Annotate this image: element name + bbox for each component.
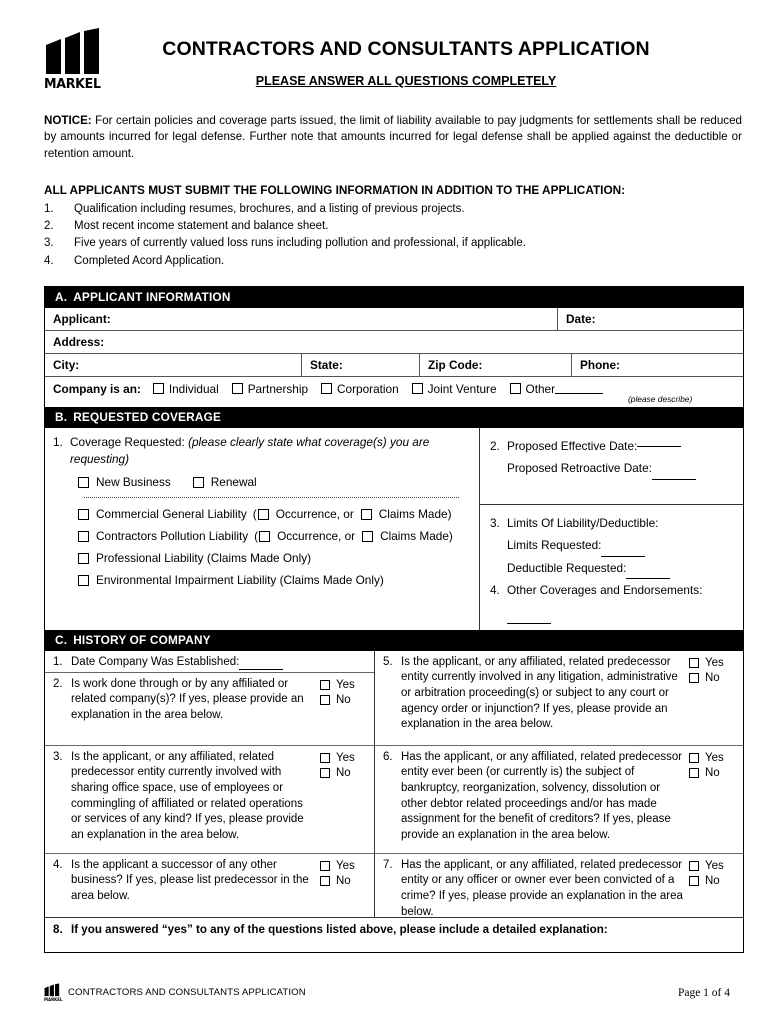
company-type-partnership-label: Partnership	[247, 381, 309, 396]
markel-logo-bars-icon	[44, 983, 60, 997]
proposed-dates-block	[480, 428, 743, 504]
page-subtitle: PLEASE ANSWER ALL QUESTIONS COMPLETELY	[255, 74, 557, 88]
checkbox-icon[interactable]	[320, 876, 330, 886]
checkbox-icon[interactable]	[78, 575, 89, 586]
proposed-retroactive-date-row	[490, 457, 735, 479]
checkbox-icon[interactable]	[362, 531, 373, 542]
question-text: Is the applicant, or any affiliated, related predecessor entity currently involved with sharing office space, use of employees or commingling of affiliated or related operations or services of any kind? If yes, please provide an explanation in the area below.	[71, 750, 304, 841]
company-type-joint-venture[interactable]	[412, 382, 497, 396]
coverage-requested-block	[45, 428, 479, 630]
new-business-label: New Business	[96, 475, 171, 490]
list-item-number: 2.	[44, 220, 54, 233]
company-type-joint-venture-label: Joint Venture	[427, 381, 497, 396]
yes-label: Yes	[705, 751, 724, 764]
coverage-cpl-occurrence-label: Occurrence, or	[277, 529, 356, 544]
coverage-requested-hint: (please clearly state what coverage(s) you are requesting)	[70, 434, 430, 466]
section-b-body	[45, 428, 743, 630]
checkbox-icon[interactable]	[320, 768, 330, 778]
section-a-letter: A.	[55, 289, 68, 304]
section-c-left-column	[45, 651, 375, 917]
page-title: CONTRACTORS AND CONSULTANTS APPLICATION	[162, 38, 650, 60]
list-item-text: Five years of currently valued loss runs including pollution and professional, if applicable.	[74, 237, 526, 250]
deductible-requested-input[interactable]	[626, 567, 670, 579]
coverage-cgl-occurrence-label: Occurrence, or	[275, 507, 354, 522]
notice-label: NOTICE:	[44, 114, 92, 127]
company-type-corporation[interactable]	[321, 382, 399, 396]
limits-of-liability-row	[490, 512, 735, 534]
checkbox-icon[interactable]	[320, 680, 330, 690]
question-row	[45, 672, 374, 745]
date-established-input[interactable]	[239, 658, 283, 670]
city-field[interactable]: City:	[53, 357, 80, 372]
question-row	[375, 745, 743, 853]
list-item-number: 1.	[44, 202, 54, 215]
checkbox-icon[interactable]	[412, 383, 423, 394]
limits-block	[480, 504, 743, 630]
other-coverages-input-row	[490, 601, 735, 623]
checkbox-icon[interactable]	[689, 876, 699, 886]
checkbox-icon[interactable]	[78, 477, 89, 488]
no-label: No	[705, 766, 720, 779]
checkbox-icon[interactable]	[689, 673, 699, 683]
requirements-block	[44, 182, 742, 270]
footer-logo-wordmark: MARKEL	[44, 997, 63, 1002]
no-label: No	[705, 874, 720, 887]
section-b-letter: B.	[55, 409, 68, 424]
question-text: Is the applicant a successor of any other business? If yes, please list predecessor in the area below.	[71, 858, 309, 902]
question-number: 4.	[53, 858, 63, 871]
proposed-effective-date-input[interactable]	[637, 435, 681, 447]
coverage-cpl-row[interactable]	[78, 529, 471, 543]
question-row	[375, 853, 743, 917]
please-describe-hint: (please describe)	[628, 393, 693, 404]
yes-option[interactable]	[320, 678, 370, 693]
no-label: No	[336, 766, 351, 779]
question-number: 5.	[383, 655, 393, 668]
list-item-text: Completed Acord Application.	[74, 254, 225, 267]
yes-label: Yes	[705, 859, 724, 872]
yes-option[interactable]	[320, 859, 370, 874]
question-text	[70, 434, 471, 468]
coverage-status-row	[78, 475, 471, 489]
proposed-retroactive-date-input[interactable]	[652, 468, 696, 480]
yes-label: Yes	[705, 656, 724, 669]
checkbox-icon[interactable]	[232, 383, 243, 394]
yes-option[interactable]	[689, 751, 739, 766]
yes-option[interactable]	[320, 751, 370, 766]
company-type-partnership[interactable]	[232, 382, 308, 396]
coverage-environmental-label: Environmental Impairment Liability (Claims Made Only)	[96, 573, 384, 588]
coverage-cpl-suboptions	[254, 529, 453, 543]
checkbox-icon[interactable]	[320, 861, 330, 871]
other-coverages-row	[490, 579, 735, 601]
yes-no-group	[320, 750, 370, 848]
phone-field[interactable]: Phone:	[571, 354, 743, 376]
list-item	[44, 201, 742, 218]
detailed-explanation-row[interactable]	[45, 917, 743, 953]
header-title-block	[106, 26, 746, 88]
dotted-divider	[84, 497, 459, 498]
question-row	[45, 853, 374, 917]
section-c-right-column	[375, 651, 743, 917]
no-option[interactable]	[689, 671, 739, 686]
coverage-requested-label: Coverage Requested:	[70, 434, 185, 449]
checkbox-icon[interactable]	[321, 383, 332, 394]
checkbox-icon[interactable]	[320, 753, 330, 763]
company-type-other-input[interactable]	[555, 383, 603, 394]
coverage-requested-question	[53, 434, 471, 468]
no-option[interactable]	[320, 693, 370, 708]
section-c-title: HISTORY OF COMPANY	[73, 632, 211, 647]
yes-label: Yes	[336, 751, 355, 764]
section-b-title: REQUESTED COVERAGE	[73, 409, 222, 424]
list-item	[44, 218, 742, 235]
address-row	[45, 330, 743, 353]
other-coverages-label: Other Coverages and Endorsements:	[507, 582, 703, 597]
checkbox-icon[interactable]	[193, 477, 204, 488]
proposed-retroactive-date-label: Proposed Retroactive Date:	[507, 461, 652, 476]
list-item-text: Qualification including resumes, brochures, and a listing of previous projects.	[74, 202, 465, 215]
question-number: 1.	[53, 434, 63, 449]
markel-logo-wordmark: MARKEL	[44, 77, 101, 92]
company-type-row	[45, 376, 743, 407]
list-item-number: 3.	[44, 237, 54, 250]
coverage-cgl-label: Commercial General Liability	[96, 507, 247, 522]
yes-label: Yes	[336, 859, 355, 872]
coverage-professional-row[interactable]	[78, 551, 471, 565]
checkbox-icon[interactable]	[258, 509, 269, 520]
section-b-right-column	[479, 428, 743, 630]
date-established-row	[45, 651, 374, 672]
company-type-individual[interactable]	[153, 382, 219, 396]
question-number: 8.	[53, 922, 63, 936]
checkbox-icon[interactable]	[689, 861, 699, 871]
yes-option[interactable]	[689, 859, 739, 874]
question-number: 2.	[490, 438, 500, 453]
coverage-cpl-claims-made-label: Claims Made)	[380, 529, 453, 544]
section-c-header	[45, 630, 743, 651]
application-form	[44, 286, 744, 953]
limits-requested-row	[490, 534, 735, 556]
address-field[interactable]: Address:	[53, 334, 105, 349]
renewal-label: Renewal	[210, 475, 257, 490]
no-option[interactable]	[689, 874, 739, 889]
checkbox-icon[interactable]	[78, 531, 89, 542]
yes-no-group	[320, 858, 370, 912]
section-a-title: APPLICANT INFORMATION	[73, 289, 231, 304]
question-text: Has the applicant, or any affiliated, related predecessor entity or any officer or owner ever been convicted of a crime? If yes, please provide an explanation in the area below.	[401, 858, 683, 918]
date-established-label	[71, 655, 370, 667]
open-paren: (	[252, 507, 257, 522]
question-number: 2.	[53, 677, 63, 690]
list-item-text: Most recent income statement and balance sheet.	[74, 220, 329, 233]
detailed-explanation-label: If you answered “yes” to any of the questions listed above, please include a detailed explanation:	[71, 922, 608, 936]
state-field[interactable]: State:	[301, 354, 419, 376]
question-number: 6.	[383, 750, 393, 763]
checkbox-icon[interactable]	[689, 768, 699, 778]
zip-code-field[interactable]: Zip Code:	[419, 354, 571, 376]
applicant-field[interactable]: Applicant:	[53, 311, 111, 326]
footer-left	[44, 983, 306, 1002]
yes-label: Yes	[336, 678, 355, 691]
yes-option[interactable]	[689, 656, 739, 671]
checkbox-icon[interactable]	[510, 383, 521, 394]
no-option[interactable]	[689, 766, 739, 781]
no-label: No	[336, 693, 351, 706]
section-c-body	[45, 651, 743, 917]
city-state-zip-row	[45, 353, 743, 376]
question-row	[375, 651, 743, 745]
applicant-row	[45, 308, 743, 330]
limits-requested-input[interactable]	[601, 545, 645, 557]
coverage-cgl-claims-made-label: Claims Made)	[378, 507, 452, 522]
footer-markel-logo	[44, 983, 63, 1002]
no-label: No	[705, 671, 720, 684]
yes-no-group	[689, 858, 739, 912]
markel-logo	[44, 28, 106, 91]
no-label: No	[336, 874, 351, 887]
no-option[interactable]	[320, 874, 370, 889]
coverage-options	[78, 475, 471, 587]
document-footer	[0, 983, 770, 1002]
coverage-professional-label: Professional Liability (Claims Made Only)	[96, 551, 312, 566]
deductible-requested-label: Deductible Requested:	[507, 560, 627, 575]
list-item	[44, 253, 742, 270]
section-c-letter: C.	[55, 632, 68, 647]
markel-logo-bars-icon	[44, 28, 102, 76]
checkbox-icon[interactable]	[689, 753, 699, 763]
open-paren: (	[254, 529, 259, 544]
list-item-number: 4.	[44, 254, 54, 267]
checkbox-icon[interactable]	[320, 695, 330, 705]
notice-body: For certain policies and coverage parts issued, the limit of liability available to pay judgments for settlements shall be reduced by amounts incurred for legal defense. Further note that amounts incurred for legal defense shall be applied against the deductible or retention amount.	[44, 114, 742, 160]
requirements-heading: ALL APPLICANTS MUST SUBMIT THE FOLLOWING INFORMATION IN ADDITION TO THE APPLICATION:	[44, 183, 626, 198]
limits-of-liability-label: Limits Of Liability/Deductible:	[507, 515, 659, 530]
proposed-effective-date-row	[490, 435, 735, 457]
date-established-text: Date Company Was Established:	[71, 655, 240, 668]
question-number: 4.	[490, 582, 500, 597]
footer-title: CONTRACTORS AND CONSULTANTS APPLICATION	[68, 987, 306, 998]
limits-requested-label: Limits Requested:	[507, 538, 602, 553]
checkbox-icon[interactable]	[78, 509, 89, 520]
page-number: Page 1 of 4	[677, 986, 730, 999]
coverage-cgl-suboptions	[253, 507, 452, 521]
checkbox-icon[interactable]	[153, 383, 164, 394]
question-text: Is the applicant, or any affiliated, related predecessor entity currently involved in any litigation, administrative or arbitration proceeding(s) or subject to any court or agency order or injunction? If yes, please provide an explanation in the area below.	[401, 655, 678, 731]
section-a-header	[45, 287, 743, 308]
coverage-environmental-row[interactable]	[78, 573, 471, 587]
section-b-header	[45, 407, 743, 428]
no-option[interactable]	[320, 766, 370, 781]
coverage-cgl-row[interactable]	[78, 507, 471, 521]
company-type-other[interactable]	[510, 382, 604, 396]
coverage-cpl-label: Contractors Pollution Liability	[96, 529, 249, 544]
checkbox-icon[interactable]	[689, 658, 699, 668]
checkbox-icon[interactable]	[259, 531, 270, 542]
yes-no-group	[320, 677, 370, 740]
yes-no-group	[689, 750, 739, 848]
notice-paragraph	[44, 113, 742, 162]
date-field[interactable]: Date:	[557, 308, 743, 330]
list-item	[44, 235, 742, 252]
company-type-other-label: Other	[525, 381, 556, 396]
checkbox-icon[interactable]	[78, 553, 89, 564]
yes-no-group	[689, 655, 739, 740]
other-coverages-input[interactable]	[507, 612, 551, 624]
question-number: 3.	[53, 750, 63, 763]
document-header	[0, 0, 770, 91]
question-text: Is work done through or by any affiliated or related company(s)? If yes, please provide an explanation in the area below.	[71, 677, 304, 721]
question-text: Has the applicant, or any affiliated, related predecessor entity ever been (or currently is) the subject of bankruptcy, reorganization, solvency, dissolution or other debtor related proceedings and/or has made assignment for the benefit of creditors? If yes, please provide an explanation in the area below.	[401, 750, 683, 841]
company-type-corporation-label: Corporation	[337, 381, 399, 396]
proposed-effective-date-label: Proposed Effective Date:	[507, 438, 638, 453]
question-number: 7.	[383, 858, 393, 871]
company-type-label: Company is an:	[53, 381, 141, 396]
company-type-individual-label: Individual	[168, 381, 219, 396]
checkbox-icon[interactable]	[361, 509, 372, 520]
question-row	[45, 745, 374, 853]
question-number: 3.	[490, 515, 500, 530]
deductible-requested-row	[490, 557, 735, 579]
requirements-list	[44, 201, 742, 270]
question-number: 1.	[53, 655, 63, 668]
